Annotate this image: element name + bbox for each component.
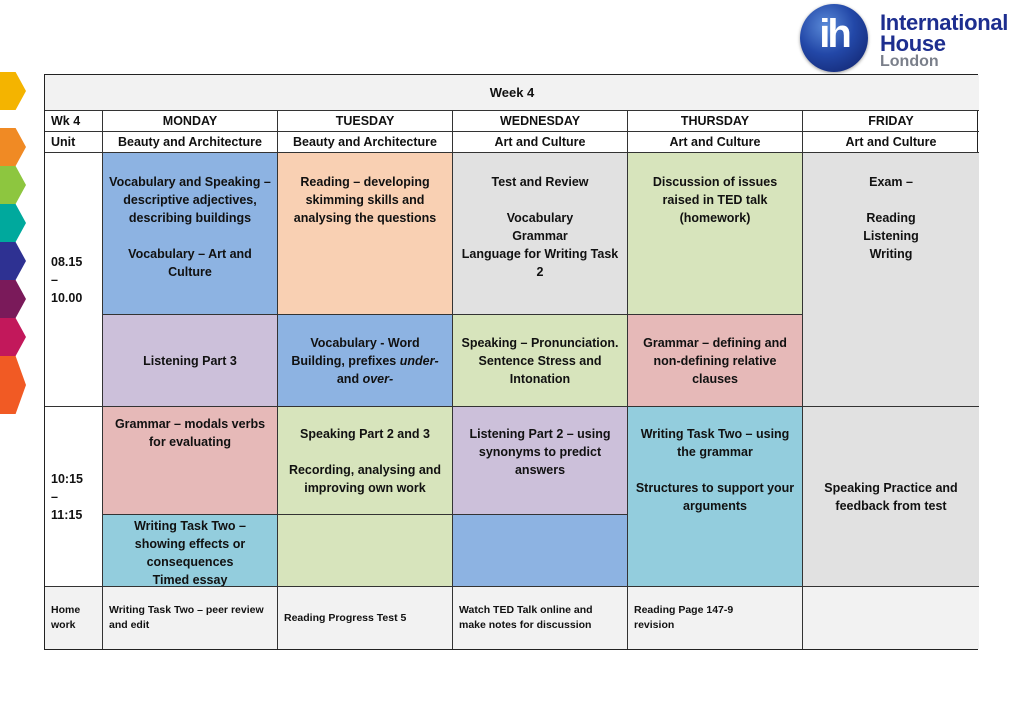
homework-label-line: work xyxy=(51,619,76,631)
homework-text: Watch TED Talk online and xyxy=(459,604,593,616)
lesson-text: Vocabulary – Art and Culture xyxy=(128,247,252,279)
time-dash: – xyxy=(51,272,58,287)
chevron-shape xyxy=(0,280,26,318)
lesson-thursday-1 xyxy=(628,153,803,315)
lesson-text-italic: over- xyxy=(362,371,394,386)
lesson-text: Writing Task Two – showing effects or consequences xyxy=(134,519,246,569)
lesson-text: Grammar – modals verbs for evaluating xyxy=(114,417,266,449)
unit-tuesday: Beauty and Architecture xyxy=(278,132,453,153)
time-dash: – xyxy=(51,489,58,504)
lesson-thursday-2 xyxy=(628,315,803,407)
header-day-wednesday: WEDNESDAY xyxy=(453,111,628,132)
ih-logo xyxy=(798,2,1022,74)
lesson-text: Reading – developing skimming skills and analysing the questions xyxy=(293,175,437,225)
lesson-text: Discussion of issues raised in TED talk (homework) xyxy=(652,175,778,225)
logo-line-2: House xyxy=(880,31,946,56)
lesson-text: Listening xyxy=(863,229,919,243)
unit-friday: Art and Culture xyxy=(803,132,979,153)
lesson-monday-1 xyxy=(103,153,278,315)
lesson-friday-1 xyxy=(803,153,979,407)
lesson-text: Test and Review xyxy=(491,175,589,189)
unit-monday: Beauty and Architecture xyxy=(103,132,278,153)
time-start: 10:15 xyxy=(51,471,83,486)
lesson-tuesday-3 xyxy=(278,407,453,515)
lesson-text: Language for Writing Task 2 xyxy=(461,247,619,279)
lesson-text: Timed essay xyxy=(152,573,228,587)
lesson-text: Speaking Part 2 and 3 xyxy=(300,427,430,441)
lesson-text: Recording, analysing and improving own work xyxy=(288,463,442,495)
lesson-text: Vocabulary and Speaking – descriptive adjectives, describing buildings xyxy=(109,175,271,225)
homework-tuesday xyxy=(278,587,453,649)
homework-monday xyxy=(103,587,278,649)
logo-line-3: London xyxy=(880,53,939,70)
time-slot-late xyxy=(45,407,103,587)
lesson-friday-3 xyxy=(803,407,979,587)
header-day-tuesday: TUESDAY xyxy=(278,111,453,132)
homework-label-line: Home xyxy=(51,604,81,616)
lesson-text-part: and xyxy=(336,371,363,386)
header-week-label: Wk 4 xyxy=(45,111,103,132)
homework-wednesday xyxy=(453,587,628,649)
lesson-wednesday-4-empty xyxy=(453,515,628,587)
lesson-text: Grammar xyxy=(512,229,568,243)
lesson-text: Listening Part 2 – using synonyms to predict answers xyxy=(469,427,611,477)
lesson-text-italic: under- xyxy=(399,353,439,368)
header-day-thursday: THURSDAY xyxy=(628,111,803,132)
logo-mark: ih xyxy=(819,12,849,56)
lesson-text: Writing xyxy=(869,247,913,261)
lesson-text-part: Vocabulary - Word Building, prefixes xyxy=(291,335,420,368)
lesson-text: Speaking Practice and feedback from test xyxy=(824,480,958,513)
homework-friday xyxy=(803,587,979,649)
lesson-text: Grammar – defining and non-defining relative clauses xyxy=(643,335,787,386)
lesson-wednesday-1 xyxy=(453,153,628,315)
time-end: 11:15 xyxy=(51,507,83,522)
homework-text: Writing Task Two – peer review xyxy=(109,604,264,616)
homework-text: Reading Page 147-9 xyxy=(634,604,734,616)
homework-thursday xyxy=(628,587,803,649)
lesson-wednesday-2 xyxy=(453,315,628,407)
lesson-monday-3 xyxy=(103,407,278,515)
homework-text: Reading Progress Test 5 xyxy=(284,611,407,624)
lesson-tuesday-4-empty xyxy=(278,515,453,587)
header-day-monday: MONDAY xyxy=(103,111,278,132)
time-start: 08.15 xyxy=(51,254,83,269)
lesson-text: Listening Part 3 xyxy=(143,353,237,368)
chevron-shape xyxy=(0,242,26,280)
chevron-shape xyxy=(0,356,26,414)
lesson-text: Reading xyxy=(866,211,916,225)
chevron-shape xyxy=(0,72,26,110)
lesson-thursday-3 xyxy=(628,407,803,587)
header-day-friday: FRIDAY xyxy=(803,111,979,132)
lesson-monday-2 xyxy=(103,315,278,407)
lesson-text: Vocabulary xyxy=(506,211,574,225)
lesson-text xyxy=(284,334,446,388)
chevron-shape xyxy=(0,166,26,204)
lesson-monday-4 xyxy=(103,515,278,587)
unit-wednesday: Art and Culture xyxy=(453,132,628,153)
chevron-shape xyxy=(0,204,26,242)
unit-thursday: Art and Culture xyxy=(628,132,803,153)
time-end: 10.00 xyxy=(51,290,83,305)
lesson-tuesday-2 xyxy=(278,315,453,407)
chevron-shape xyxy=(0,318,26,356)
homework-text: make notes for discussion xyxy=(459,619,592,631)
lesson-text: Writing Task Two – using the grammar xyxy=(640,427,790,459)
lesson-tuesday-1 xyxy=(278,153,453,315)
homework-text: revision xyxy=(634,619,675,631)
unit-label: Unit xyxy=(45,132,103,153)
timetable xyxy=(44,74,978,650)
lesson-text: Structures to support your arguments xyxy=(635,481,795,513)
homework-text: and edit xyxy=(109,619,150,631)
lesson-wednesday-3 xyxy=(453,407,628,515)
logo-line-1: International xyxy=(880,10,1009,35)
chevron-shape xyxy=(0,128,26,166)
lesson-text: Speaking – Pronunciation. Sentence Stress and Intonation xyxy=(461,335,619,386)
week-title: Week 4 xyxy=(45,75,979,111)
lesson-text: Exam – xyxy=(869,175,913,189)
homework-label xyxy=(45,587,103,649)
logo-globe-icon xyxy=(800,4,868,72)
logo-wordmark xyxy=(880,12,1008,70)
time-slot-morning xyxy=(45,153,103,407)
